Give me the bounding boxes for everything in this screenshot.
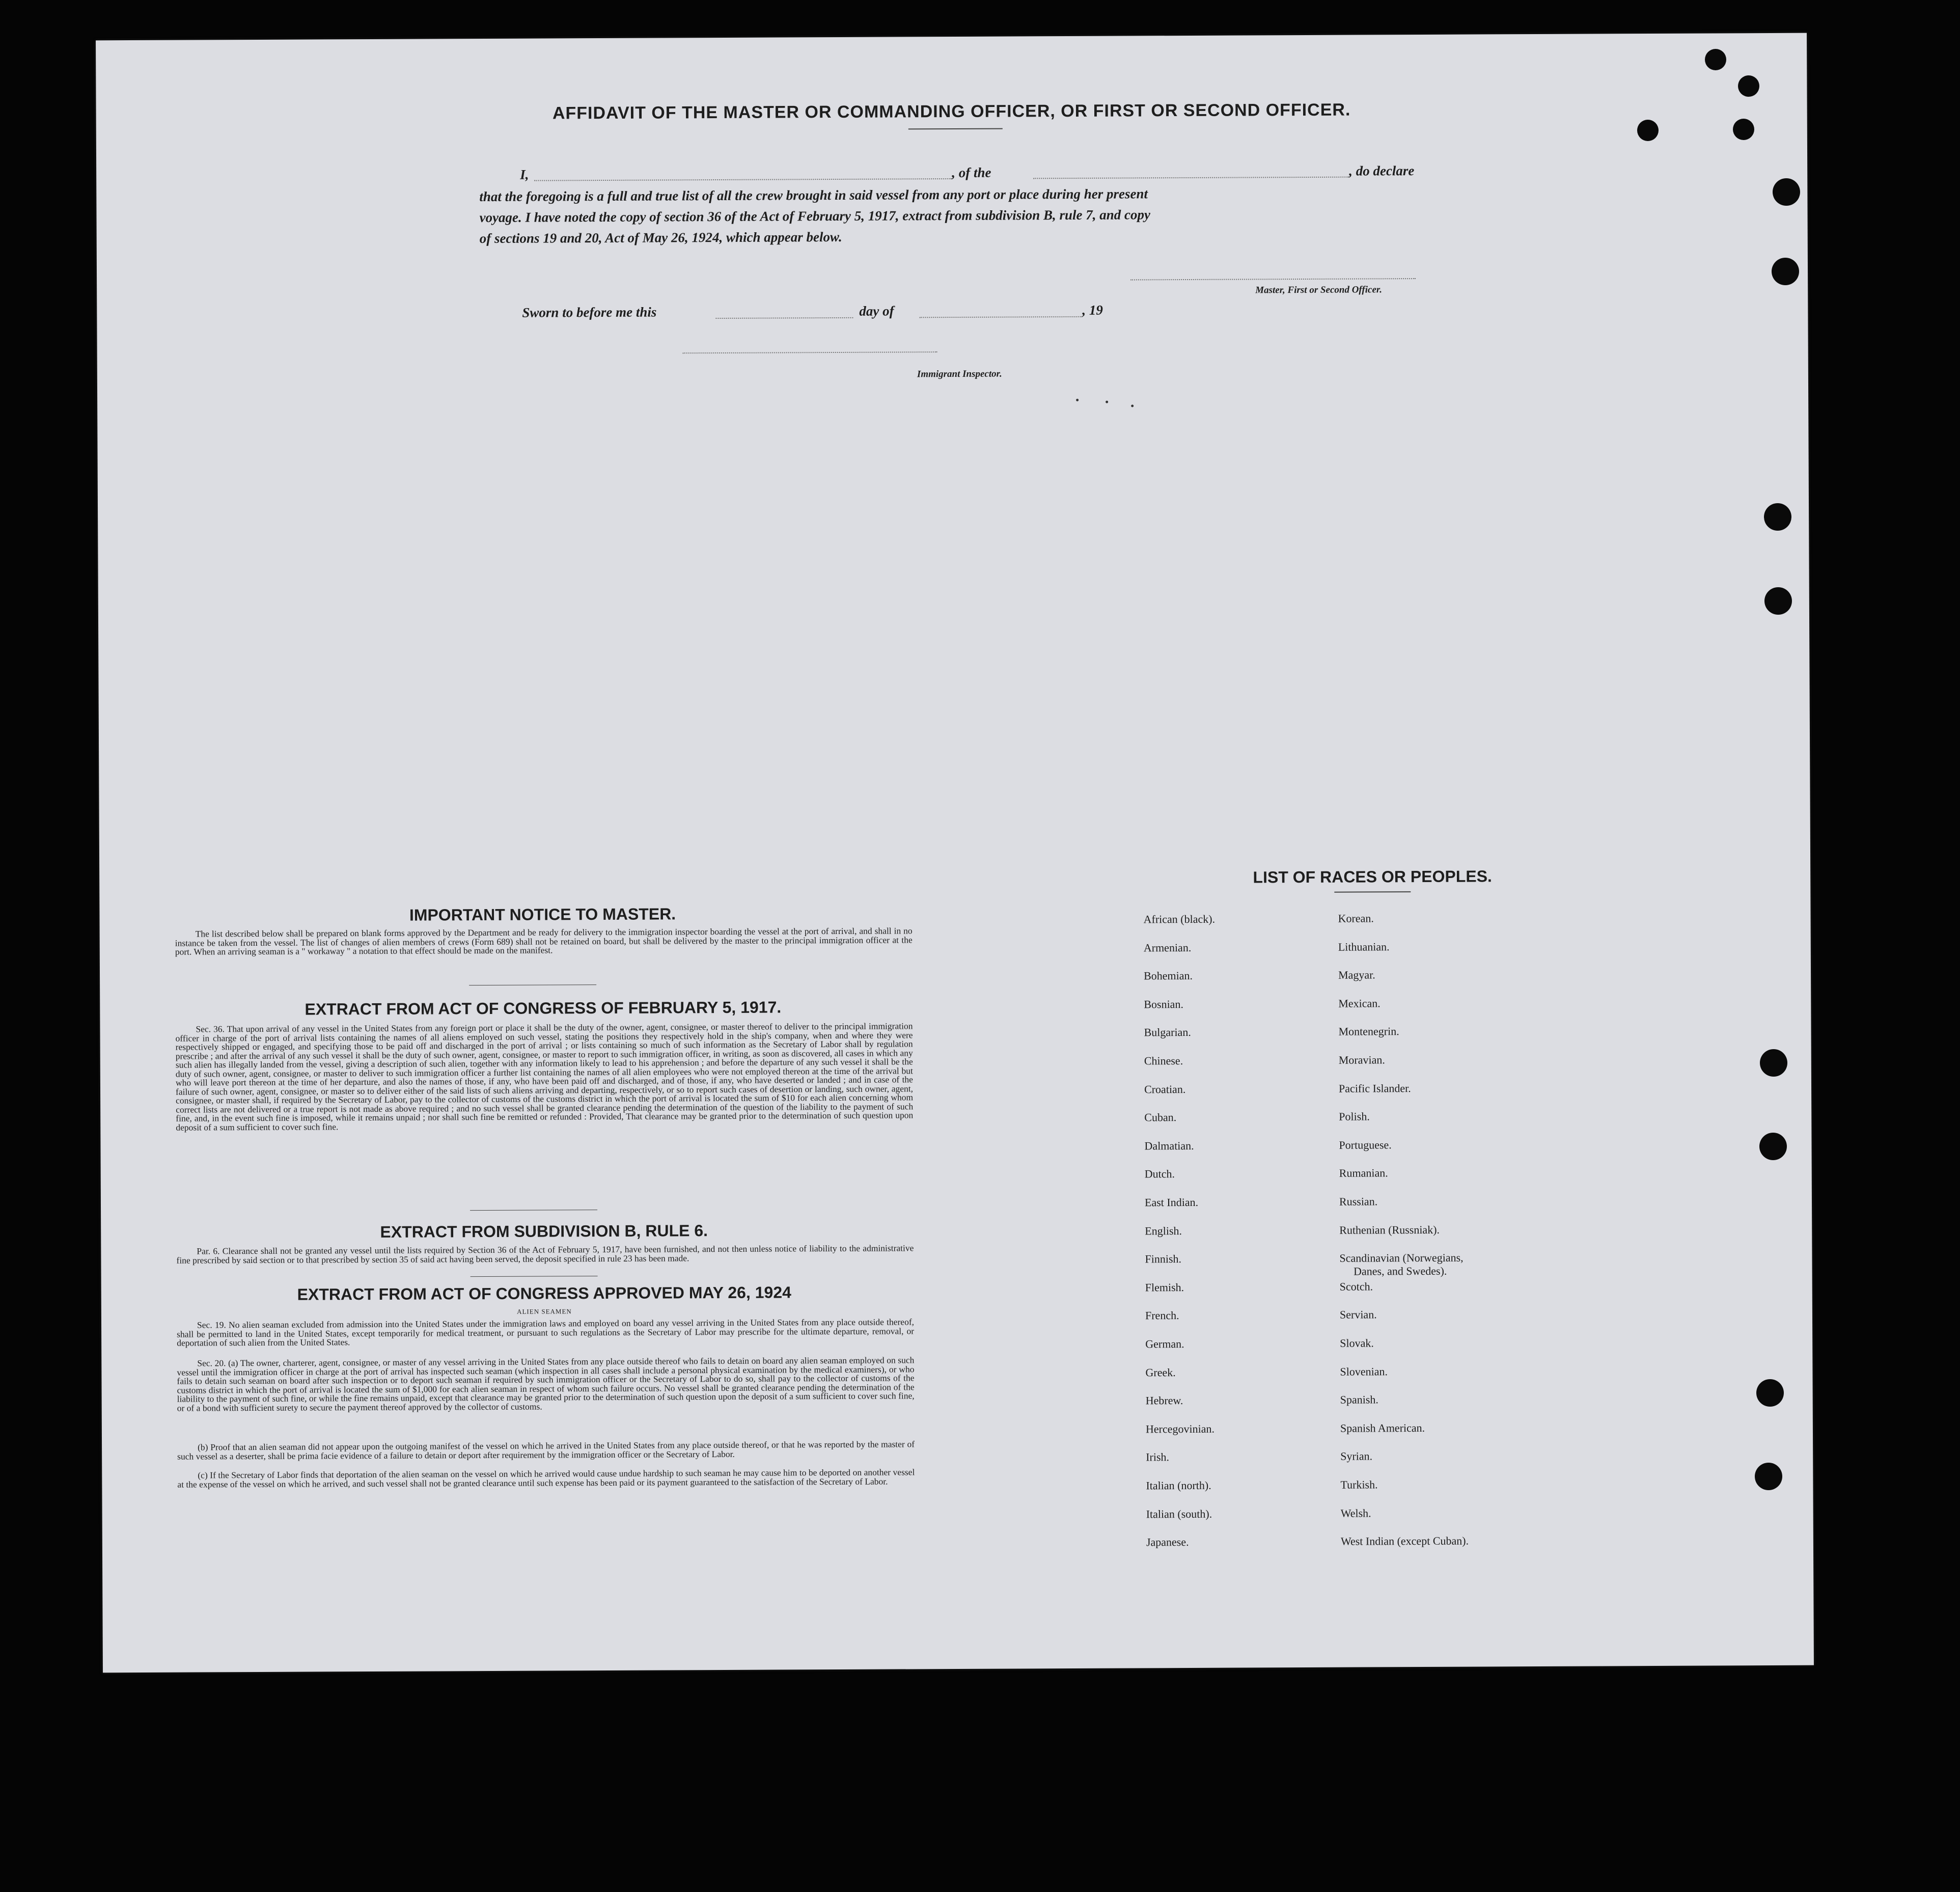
alien-seamen-subtitle: ALIEN SEAMEN bbox=[517, 1307, 572, 1315]
sworn-day-line bbox=[715, 317, 853, 319]
sec-20c-text: (c) If the Secretary of Labor finds that deportation of the alien seaman on the vessel on which he arrived would cause undue hardship to such seaman he may cause him to be deported on another vessel at the expense of the vessel on which he arrived, and such vessel shall not be granted clearance until such expense has been paid or its payment guaranteed to the satisfaction of the Secretary of Labor. bbox=[177, 1467, 915, 1490]
punch-hole-icon bbox=[1764, 503, 1791, 531]
race-item: Ruthenian (Russniak). bbox=[1339, 1223, 1440, 1237]
master-signature-line bbox=[1130, 278, 1416, 280]
affidavit-line-3: voyage. I have noted the copy of section 36 of the Act of February 5, 1917, extract from subdivision B, rule 7, and copy bbox=[479, 207, 1151, 226]
race-item: Hercegovinian. bbox=[1145, 1422, 1214, 1436]
name-line bbox=[534, 178, 952, 181]
punch-hole-icon bbox=[1733, 119, 1754, 140]
race-item: Welsh. bbox=[1340, 1506, 1371, 1520]
race-item: Scotch. bbox=[1339, 1280, 1373, 1293]
inspector-caption: Immigrant Inspector. bbox=[917, 368, 1002, 380]
sec-20b-text: (b) Proof that an alien seaman did not appear upon the outgoing manifest of the vessel on which he arrived in the United States from any place outside thereof, or that he was reported by the master of such vessel as a deserter, shall be prima facie evidence of a failure to detain or deport after requirement by the immigration officer or the Secretary of Labor. bbox=[177, 1439, 915, 1462]
race-item: Lithuanian. bbox=[1338, 940, 1390, 953]
rule-6-text: Par. 6. Clearance shall not be granted any vessel until the lists required by Section 36 of the Act of February 5, 1917, have been furnished, and not then unless notice of liability to the administrative fine prescribed by said section or to that prescribed by section 35 of said act having been served, the deposit specified in rule 23 has been made. bbox=[176, 1243, 914, 1266]
race-item: Greek. bbox=[1145, 1365, 1176, 1379]
race-item: Servian. bbox=[1339, 1308, 1377, 1322]
sec-20a-text: Sec. 20. (a) The owner, charterer, agent, consignee, or master of any vessel arriving in the United States from any place outside thereof who fails to detain on board any alien seaman employed on such vessel until the immigration officer in charge at the port of arrival has inspected such seaman (which inspection in all cases shall include a personal physical examination by the medical examiners), or who fails to detain such seaman on board after such inspection or to deport such seaman if required by such immigration officer or the Secretary of Labor to do so, shall pay to the collector of customs of the customs district in which the port of arrival is located the sum of $1,000 for each alien seaman in respect of whom such failure occurs. No vessel shall be granted clearance pending the determination of the liability to the payment of such fine, or while the fine remains unpaid, except that clearance may be granted prior to the determination of such question upon the deposit of a sum sufficient to cover such fine, or of a bond with sufficient surety to secure the payment thereof approved by the collector of customs. bbox=[177, 1355, 915, 1413]
mark bbox=[1106, 401, 1108, 403]
race-item: Irish. bbox=[1146, 1450, 1170, 1464]
race-item: Flemish. bbox=[1145, 1280, 1184, 1294]
race-item: English. bbox=[1145, 1224, 1182, 1237]
affidavit-do-declare: , do declare bbox=[1349, 163, 1415, 179]
race-item: Mexican. bbox=[1338, 997, 1381, 1010]
race-item: West Indian (except Cuban). bbox=[1340, 1534, 1469, 1548]
race-item: Slovenian. bbox=[1340, 1364, 1388, 1378]
sworn-text: Sworn to before me this bbox=[522, 304, 657, 320]
punch-hole-icon bbox=[1760, 1049, 1787, 1077]
race-item: Magyar. bbox=[1338, 968, 1375, 981]
punch-hole-icon bbox=[1764, 587, 1792, 615]
punch-hole-icon bbox=[1759, 1133, 1787, 1160]
affidavit-of-the: , of the bbox=[952, 164, 991, 181]
race-item: African (black). bbox=[1143, 912, 1216, 926]
race-item: French. bbox=[1145, 1309, 1179, 1322]
race-item: Spanish. bbox=[1340, 1393, 1378, 1406]
race-item: Montenegrin. bbox=[1338, 1025, 1399, 1038]
race-item: Korean. bbox=[1338, 912, 1374, 925]
act-1917-title: EXTRACT FROM ACT OF CONGRESS OF FEBRUARY 5, 1917. bbox=[305, 998, 782, 1019]
race-item: German. bbox=[1145, 1337, 1184, 1351]
inspector-signature-line bbox=[683, 351, 937, 353]
punch-hole-icon bbox=[1637, 120, 1659, 141]
race-item: Bosnian. bbox=[1144, 997, 1183, 1011]
punch-hole-icon bbox=[1773, 178, 1800, 206]
race-item: Scandinavian (Norwegians, Danes, and Swedes). bbox=[1339, 1251, 1464, 1278]
race-item: Syrian. bbox=[1340, 1449, 1373, 1463]
race-item: Japanese. bbox=[1146, 1535, 1189, 1549]
day-of-text: day of bbox=[859, 303, 894, 319]
race-item: Pacific Islander. bbox=[1338, 1081, 1411, 1095]
act-1924-title: EXTRACT FROM ACT OF CONGRESS APPROVED MAY 26, 1924 bbox=[297, 1283, 791, 1304]
punch-hole-icon bbox=[1756, 1379, 1784, 1407]
vessel-line bbox=[1033, 177, 1349, 179]
year-text: , 19 bbox=[1082, 302, 1103, 318]
race-item: Spanish American. bbox=[1340, 1421, 1425, 1435]
mark bbox=[1076, 399, 1079, 401]
form-page bbox=[96, 33, 1814, 1673]
notice-text: The list described below shall be prepared on blank forms approved by the Department and be ready for delivery to the immigration inspector boarding the vessel at the port of arrival, and shall in no instance be taken from the vessel. The list of changes of alien members of crews (Form 689) shall not be retained on board, but shall be delivered by the master to the principal immigration officer at the port. When an arriving seaman is a " workaway " a notation to that effect should be made on the manifest. bbox=[175, 925, 913, 957]
affidavit-line-2: that the foregoing is a full and true list of all the crew brought in said vessel from any port or place during her present bbox=[479, 186, 1148, 205]
act-1917-divider bbox=[470, 1210, 597, 1211]
race-item: Chinese. bbox=[1144, 1054, 1183, 1067]
race-item: Italian (north). bbox=[1146, 1478, 1211, 1492]
race-item: Armenian. bbox=[1143, 941, 1192, 954]
punch-hole-icon bbox=[1705, 49, 1726, 70]
races-title: LIST OF RACES OR PEOPLES. bbox=[1253, 867, 1492, 887]
race-item: Moravian. bbox=[1338, 1053, 1385, 1066]
affidavit-line-4: of sections 19 and 20, Act of May 26, 1924, which appear below. bbox=[479, 229, 842, 246]
notice-divider bbox=[469, 984, 596, 985]
race-item: Rumanian. bbox=[1339, 1166, 1388, 1180]
rule-6-divider bbox=[471, 1276, 598, 1277]
race-item: East Indian. bbox=[1144, 1195, 1199, 1209]
title-divider bbox=[908, 128, 1003, 130]
race-item: Slovak. bbox=[1340, 1336, 1374, 1350]
master-caption: Master, First or Second Officer. bbox=[1255, 284, 1383, 296]
race-item: Finnish. bbox=[1145, 1252, 1182, 1266]
race-item: Croatian. bbox=[1144, 1082, 1186, 1095]
race-item: Hebrew. bbox=[1145, 1394, 1183, 1407]
race-item: Turkish. bbox=[1340, 1478, 1378, 1491]
punch-hole-icon bbox=[1755, 1463, 1782, 1490]
act-1917-text: Sec. 36. That upon arrival of any vessel in the United States from any foreign port or place it shall be the duty of the owner, agent, consignee, or master thereof to deliver to the principal immigration officer in charge of the port of arrival lists containing the names of all aliens employed on such vessel, stating the positions they respectively hold in the ship's company, when and where they were respectively shipped or engaged, and specifying those to be paid off and discharged in the port of arrival ; or lists containing so much of such information as the Secretary of Labor shall by regulation prescribe ; and after the arrival of any such vessel it shall be the duty of such owner, agent, consignee, or master to report to such immigration officer, in writing, as soon as discovered, all cases in which any such alien has illegally landed from the vessel, giving a description of such alien, together with any information likely to lead to his apprehension ; and before the departure of any such vessel it shall be the duty of such owner, agent, consignee, or master to deliver to such immigration officer a further list containing the names of all alien employees who were not employed thereon at the time of the arrival but who will leave port thereon at the time of her departure, and also the names of those, if any, who have been paid off and discharged, and of those, if any, who have deserted or landed ; and in case of the failure of such owner, agent, consignee, or master so to deliver either of the said lists of such aliens arriving and departing, respectively, or so to report such cases of desertion or landing, such owner, agent, consignee, or master shall, if required by the Secretary of Labor, pay to the collector of customs of the customs district in which the port of arrival is located the sum of $10 for each alien concerning whom correct lists are not delivered or a true report is not made as above required ; and no such vessel shall be granted clearance pending the determination of the question of the liability to the payment of such fine, and, in the event such fine is imposed, while it remains unpaid ; nor shall such fine be remitted or refunded : Provided, That clearance may be granted prior to the determination of such question upon deposit of a sum sufficient to cover such fine. bbox=[175, 1021, 914, 1133]
notice-title: IMPORTANT NOTICE TO MASTER. bbox=[409, 904, 676, 924]
sworn-month-line bbox=[919, 316, 1082, 318]
rule-6-title: EXTRACT FROM SUBDIVISION B, RULE 6. bbox=[380, 1221, 708, 1241]
affidavit-title: AFFIDAVIT OF THE MASTER OR COMMANDING OFFICER, OR FIRST OR SECOND OFFICER. bbox=[552, 100, 1351, 123]
race-item: Dalmatian. bbox=[1144, 1139, 1194, 1153]
mark bbox=[1131, 404, 1134, 407]
affidavit-i: I, bbox=[520, 167, 529, 182]
races-divider bbox=[1334, 891, 1411, 893]
race-item: Russian. bbox=[1339, 1195, 1378, 1208]
sec-19-text: Sec. 19. No alien seaman excluded from admission into the United States under the immigration laws and employed on board any vessel arriving in the United States from any place outside thereof, shall be permitted to land in the United States, except temporarily for medical treatment, or pursuant to such regulations as the Secretary of Labor may prescribe for the ultimate departure, removal, or deportation of such alien from the United States. bbox=[177, 1317, 915, 1348]
race-item: Bulgarian. bbox=[1144, 1026, 1191, 1039]
race-item: Bohemian. bbox=[1144, 969, 1193, 982]
race-item: Cuban. bbox=[1144, 1111, 1177, 1124]
punch-hole-icon bbox=[1772, 258, 1799, 285]
race-item: Italian (south). bbox=[1146, 1507, 1212, 1520]
punch-hole-icon bbox=[1738, 75, 1759, 97]
race-item: Polish. bbox=[1339, 1110, 1370, 1123]
race-item: Portuguese. bbox=[1339, 1138, 1392, 1151]
race-item: Dutch. bbox=[1144, 1167, 1175, 1181]
